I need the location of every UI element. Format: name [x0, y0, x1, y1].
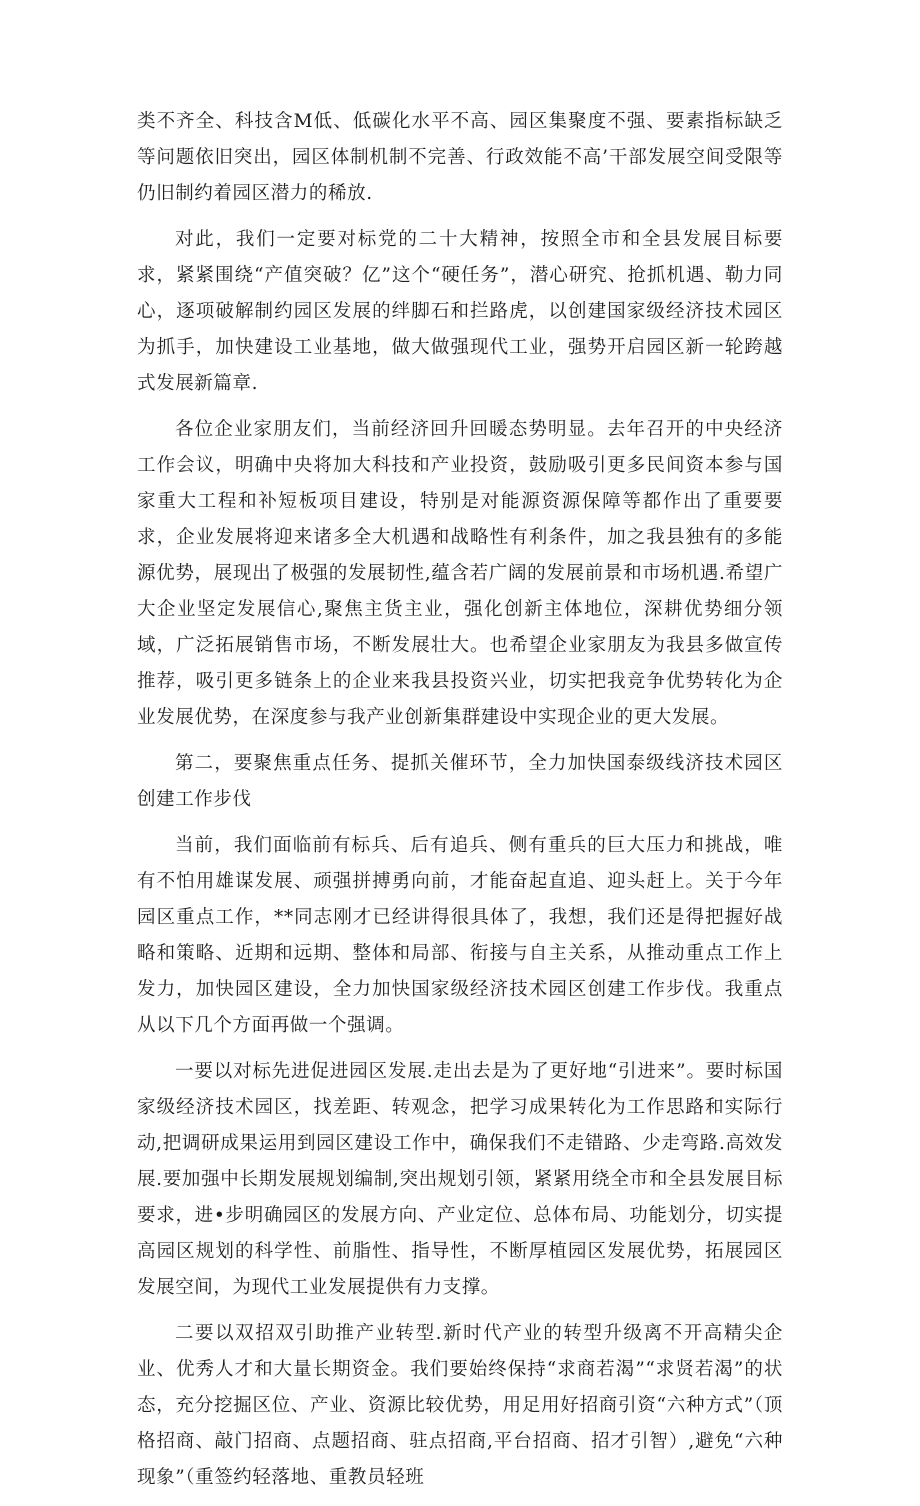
section-heading: 第二，要聚焦重点任务、提抓关催环节，全力加快国泰级线济技术园区创建工作步伐	[137, 753, 783, 810]
paragraph-3: 各位企业家朋友们，当前经济回升回暖态势明显。去年召开的中央经济工作会议，明确中央将加大科技和产业投资，鼓励吸引更多民间资本参与国家重大工程和补短板项目建设，特别是对能源资源保障等都作出了重要要求，企业发展将迎来诸多全大机遇和战略性有利条件，加之我县独有的多能源优势，展现出了极强的发展韧性,蕴含若广阔的发展前景和市场机遇.希望广大企业坚定发展信心,聚焦主货主业，强化创新主体地位，深耕优势细分领域，广泛拓展销售市场，不断发展壮大。也希望企业家朋友为我县多做宣传推荐，吸引更多链条上的企业来我县投资兴业，切实把我竞争优势转化为企业发展优势，在深度参与我产业创新集群建设中实现企业的更大发展。	[137, 419, 783, 728]
paragraph-5: 一要以对标先进促进园区发展.走出去是为了更好地“引进来”。要时标国家级经济技术园区，找差距、转观念，把学习成果转化为工作思路和实际行动,把调研成果运用到园区建设工作中，确保我们不走错路、少走弯路.高效发展.要加强中长期发展规划编制,突出规划引领，紧紧用绕全市和全县发展目标要求，进•步明确园区的发展方向、产业定位、总体布局、功能划分，切实提高园区规划的科学性、前脂性、指导性，不断厚植园区发展优势，拓展园区发展空间，为现代工业发展提供有力支撑。	[137, 1061, 783, 1298]
paragraph-1: 类不齐全、科技含M低、低碳化水平不高、园区集聚度不强、要素指标缺乏等问题依旧突出，园区体制机制不完善、行政效能不高’干部发展空间受限等仍旧制约着园区潜力的稀放.	[137, 111, 783, 204]
paragraph-2: 对此，我们一定要对标党的二十大精神，按照全市和全县发展目标要求，紧紧围绕“产值突破？亿”这个“硬任务”，潜心研究、抢抓机遇、勒力同心，逐项破解制约园区发展的绊脚石和拦路虎，以创建国家级经济技术园区为抓手，加快建设工业基地，做大做强现代工业，强势开启园区新一轮跨越式发展新篇章.	[137, 229, 783, 394]
document-page	[137, 104, 783, 1506]
paragraph-4: 当前，我们面临前有标兵、后有追兵、侧有重兵的巨大压力和挑战，唯有不怕用雄谋发展、顽强拼搏勇向前，才能奋起直追、迎头赶上。关于今年园区重点工作，**同志刚才已经讲得很具体了，我想，我们还是得把握好战略和策略、近期和远期、整体和局部、衔接与自主关系，从推动重点工作上发力，加快园区建设，全力加快国家级经济技术园区创建工作步伐。我重点从以下几个方面再做一个强调。	[137, 835, 783, 1036]
paragraph-6: 二要以双招双引助推产业转型.新时代产业的转型升级离不开高精尖企业、优秀人才和大量长期资金。我们要始终保持“求商若渴”“求贤若渴”的状态，充分挖掘区位、产业、资源比较优势，用足用好招商引资“六种方式”（顶格招商、敲门招商、点题招商、驻点招商,平台招商、招才引智）,避免“六种现象”（重签约轻落地、重教员轻班	[137, 1323, 783, 1488]
